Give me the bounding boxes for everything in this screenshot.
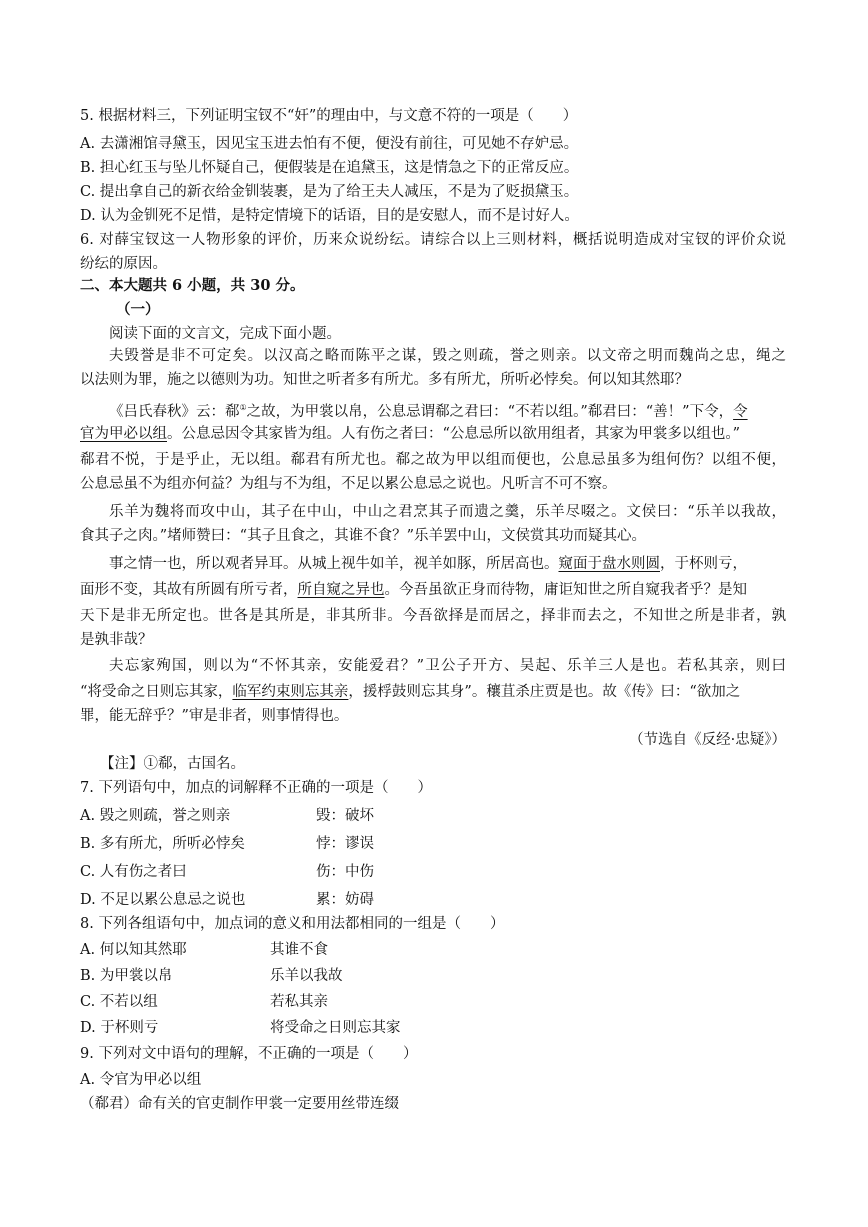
passage-intro: 阅读下面的文言文，完成下面小题。	[109, 326, 341, 342]
p4-text-a: 事之情一也，所以观者异耳。从城上视牛如羊，视羊如豚，所居高也。	[109, 556, 559, 572]
passage-p2-line2	[80, 424, 786, 444]
q7-option-gloss: 伤：中伤	[316, 864, 374, 880]
q5-stem: 5. 根据材料三，下列证明宝钗不“奸”的理由中，与文意不符的一项是（ ）	[80, 108, 578, 124]
p4-text-c: 面形不变，其故有所圆有所亏者，	[80, 582, 298, 598]
passage-p2-line1	[109, 398, 786, 422]
q7-option-gloss: 悖：谬误	[316, 836, 374, 852]
p5-text-b: ，援桴鼓则忘其身”。穰苴杀庄贾是也。故《传》曰：“欲加之	[348, 684, 741, 700]
p4-underlined-b: 所自窥之异也	[297, 582, 385, 598]
q7-option-gloss: 累：妨碍	[316, 892, 374, 908]
q6-stem-line2: 纷纭的原因。	[80, 256, 167, 272]
q8-option-right: 将受命之日则忘其家	[270, 1020, 401, 1036]
passage-source: （节选自《反经·忠疑》）	[629, 732, 786, 748]
q7-option-text: D. 不足以累公息忌之说也	[80, 892, 246, 908]
section-heading: 二、本大题共 6 小题，共 30 分。	[80, 277, 305, 294]
footnote-marker: ①	[239, 403, 247, 412]
q7-option-text: A. 毁之则疏，誉之则亲	[80, 808, 231, 824]
q7-option-text: C. 人有伤之者曰	[80, 864, 187, 880]
q5-option-a: A. 去潇湘馆寻黛玉，因见宝玉进去怕有不便，便没有前往，可见她不存妒忌。	[80, 136, 579, 152]
q5-option-c: C. 提出拿自己的新衣给金钏装裹，是为了给王夫人减压，不是为了贬损黛玉。	[80, 184, 579, 200]
passage-note: 【注】①郗，古国名。	[100, 756, 245, 772]
q9-option-a: A. 令官为甲必以组	[80, 1072, 202, 1088]
p2-text-c: 。公息忌因令其家皆为组。人有伤之者曰：“公息忌所以欲用组者，其家为甲裳多以组也。”	[167, 426, 741, 442]
p2-text-a: 《吕氏春秋》云：郗	[109, 404, 240, 420]
passage-p4-line2	[80, 580, 786, 600]
q8-option-left: A. 何以知其然耶	[80, 942, 187, 958]
q9-option-a-explanation: （郗君）命有关的官吏制作甲裳一定要用丝带连缀	[80, 1096, 399, 1112]
q7-option-text: B. 多有所尤，所听必悖矣	[80, 836, 245, 852]
passage-p5-line3: 罪，能无辞乎？”审是非者，则事情得也。	[80, 708, 349, 724]
q8-option-right: 乐羊以我故	[270, 968, 343, 984]
p2-text-b: 之故，为甲裳以帛，公息忌谓郗之君曰：“不若以组。”郗君曰：“善！”下令，	[246, 404, 734, 420]
q8-stem: 8. 下列各组语句中，加点词的意义和用法都相同的一组是（ ）	[80, 916, 505, 932]
passage-p5-line1: 夫忘家殉国，则以为“不怀其亲，安能爱君？”卫公子开方、吴起、乐羊三人是也。若私其亲，则曰	[109, 658, 786, 674]
q8-option-left: C. 不若以组	[80, 994, 158, 1010]
passage-p1-line1: 夫毁誉是非不可定矣。以汉高之略而陈平之谋，毁之则疏，誉之则亲。以文帝之明而魏尚之忠，绳之	[109, 348, 786, 364]
q5-option-d: D. 认为金钏死不足惜，是特定情境下的话语，目的是安慰人，而不是讨好人。	[80, 208, 579, 224]
passage-p4-line4: 是孰非哉？	[80, 632, 153, 648]
p2-underlined-a: 令	[733, 404, 748, 420]
q8-option-right: 其谁不食	[270, 942, 328, 958]
passage-p2-line3: 郗君不悦，于是乎止，无以组。郗君有所尤也。郗之故为甲以组而便也，公息忌虽多为组何伤？以组不便，	[80, 452, 786, 468]
passage-p3-line2: 食其子之肉。”堵师赞曰：“其子且食之，其谁不食？”乐羊罢中山，文侯赏其功而疑其心。	[80, 528, 646, 544]
section-subheading: （一）	[116, 301, 160, 318]
q8-option-left: B. 为甲裳以帛	[80, 968, 173, 984]
passage-p1-line2: 以法则为罪，施之以德则为功。知世之听者多有所尤。多有所尤，所听必悖矣。何以知其然耶？	[80, 372, 689, 388]
passage-p2-line4: 公息忌虽不为组亦何益？为组与不为组，不足以累公息忌之说也。凡听言不可不察。	[80, 476, 617, 492]
p5-text-a: “将受命之日则忘其家，	[80, 684, 233, 700]
q5-option-b: B. 担心红玉与坠儿怀疑自己，便假装是在追黛玉，这是情急之下的正常反应。	[80, 160, 579, 176]
q7-stem: 7. 下列语句中，加点的词解释不正确的一项是（ ）	[80, 780, 432, 796]
p5-underlined: 临军约束则忘其亲	[232, 684, 349, 700]
q8-option-left: D. 于杯则亏	[80, 1020, 159, 1036]
p2-underlined-b: 官为甲必以组	[80, 426, 167, 442]
passage-p4-line1	[109, 554, 786, 574]
p4-underlined-a: 窥面于盘水则圆	[558, 556, 660, 572]
q9-stem: 9. 下列对文中语句的理解，不正确的一项是（ ）	[80, 1046, 418, 1062]
p4-text-b: ，于杯则亏，	[660, 556, 747, 572]
q7-option-gloss: 毁：破坏	[316, 808, 374, 824]
passage-p4-line3: 天下是非无所定也。世各是其所是，非其所非。今吾欲择是而居之，择非而去之，不知世之所是非者，孰	[80, 608, 786, 624]
q8-option-right: 若私其亲	[270, 994, 328, 1010]
passage-p3-line1: 乐羊为魏将而攻中山，其子在中山，中山之君烹其子而遗之羹，乐羊尽啜之。文侯曰：“乐羊以我故，	[109, 504, 786, 520]
q6-stem-line1: 6. 对薛宝钗这一人物形象的评价，历来众说纷纭。请综合以上三则材料，概括说明造成对宝钗的评价众说	[80, 232, 786, 248]
p4-text-d: 。今吾虽欲正身而待物，庸讵知世之所自窥我者乎？是知	[384, 582, 747, 598]
passage-p5-line2	[80, 682, 786, 702]
